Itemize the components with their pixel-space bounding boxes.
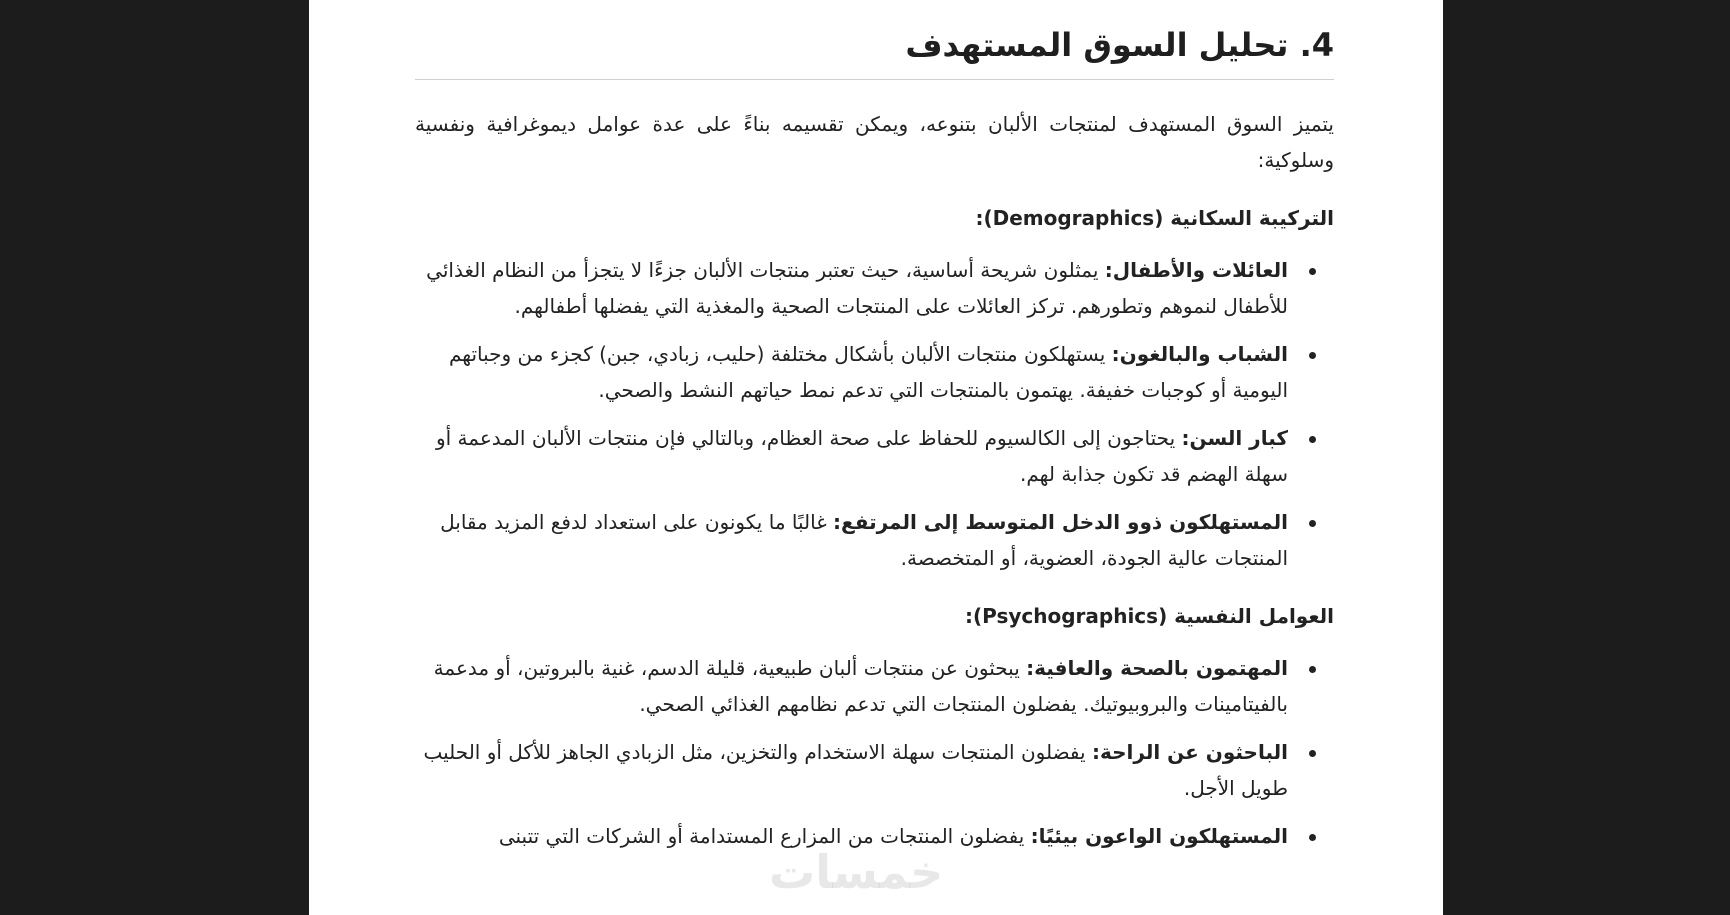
item-text: يحتاجون إلى الكالسيوم للحفاظ على صحة العظام، وبالتالي فإن منتجات الألبان المدعمة أو سهلة الهضم قد تكون جذابة لهم. <box>435 426 1288 486</box>
list-item <box>415 420 1288 492</box>
demographics-heading: التركيبة السكانية (Demographics): <box>975 206 1334 230</box>
list-item <box>415 252 1288 324</box>
list-item <box>415 650 1288 722</box>
item-term: العائلات والأطفال: <box>1104 258 1288 282</box>
bullet-icon <box>1309 666 1316 673</box>
bullet-icon <box>1309 436 1316 443</box>
bullet-icon <box>1309 750 1316 757</box>
item-text: يبحثون عن منتجات ألبان طبيعية، قليلة الدسم، غنية بالبروتين، أو مدعمة بالفيتامينات والبروبيوتيك. يفضلون المنتجات التي تدعم نظامهم الغذائي الصحي. <box>433 656 1288 716</box>
item-term: المهتمون بالصحة والعافية: <box>1026 656 1288 680</box>
item-term: الشباب والبالغون: <box>1111 342 1288 366</box>
document-page <box>309 0 1443 915</box>
demographics-list <box>415 252 1334 576</box>
psychographics-heading: العوامل النفسية (Psychographics): <box>965 604 1334 628</box>
bullet-icon <box>1309 352 1316 359</box>
list-item <box>415 818 1288 854</box>
psychographics-list <box>415 650 1334 854</box>
heading-divider <box>415 79 1334 80</box>
item-text: يفضلون المنتجات سهلة الاستخدام والتخزين، مثل الزبادي الجاهز للأكل أو الحليب طويل الأجل. <box>423 740 1288 800</box>
document-content <box>415 0 1334 866</box>
item-term: المستهلكون الواعون بيئيًا: <box>1030 824 1288 848</box>
list-item <box>415 336 1288 408</box>
item-text: يمثلون شريحة أساسية، حيث تعتبر منتجات الألبان جزءًا لا يتجزأ من النظام الغذائي للأطفال لنموهم وتطورهم. تركز العائلات على المنتجات الصحية والمغذية التي يفضلها أطفالهم. <box>426 258 1288 318</box>
list-item <box>415 504 1288 576</box>
bullet-icon <box>1309 834 1316 841</box>
bullet-icon <box>1309 268 1316 275</box>
section-heading: 4. تحليل السوق المستهدف <box>905 26 1334 64</box>
item-text: يفضلون المنتجات من المزارع المستدامة أو الشركات التي تتبنى <box>498 824 1031 848</box>
item-term: الباحثون عن الراحة: <box>1091 740 1288 764</box>
bullet-icon <box>1309 520 1316 527</box>
item-text: يستهلكون منتجات الألبان بأشكال مختلفة (حليب، زبادي، جبن) كجزء من وجباتهم اليومية أو كوجبات خفيفة. يهتمون بالمنتجات التي تدعم نمط حياتهم النشط والصحي. <box>448 342 1288 402</box>
item-term: كبار السن: <box>1181 426 1288 450</box>
intro-paragraph: يتميز السوق المستهدف لمنتجات الألبان بتنوعه، ويمكن تقسيمه بناءً على عدة عوامل ديموغرافية ونفسية وسلوكية: <box>415 112 1334 172</box>
item-text: غالبًا ما يكونون على استعداد لدفع المزيد مقابل المنتجات عالية الجودة، العضوية، أو المتخصصة. <box>440 510 1288 570</box>
item-term: المستهلكون ذوو الدخل المتوسط إلى المرتفع: <box>833 510 1288 534</box>
list-item <box>415 734 1288 806</box>
watermark-logo: خمسات <box>769 845 944 899</box>
